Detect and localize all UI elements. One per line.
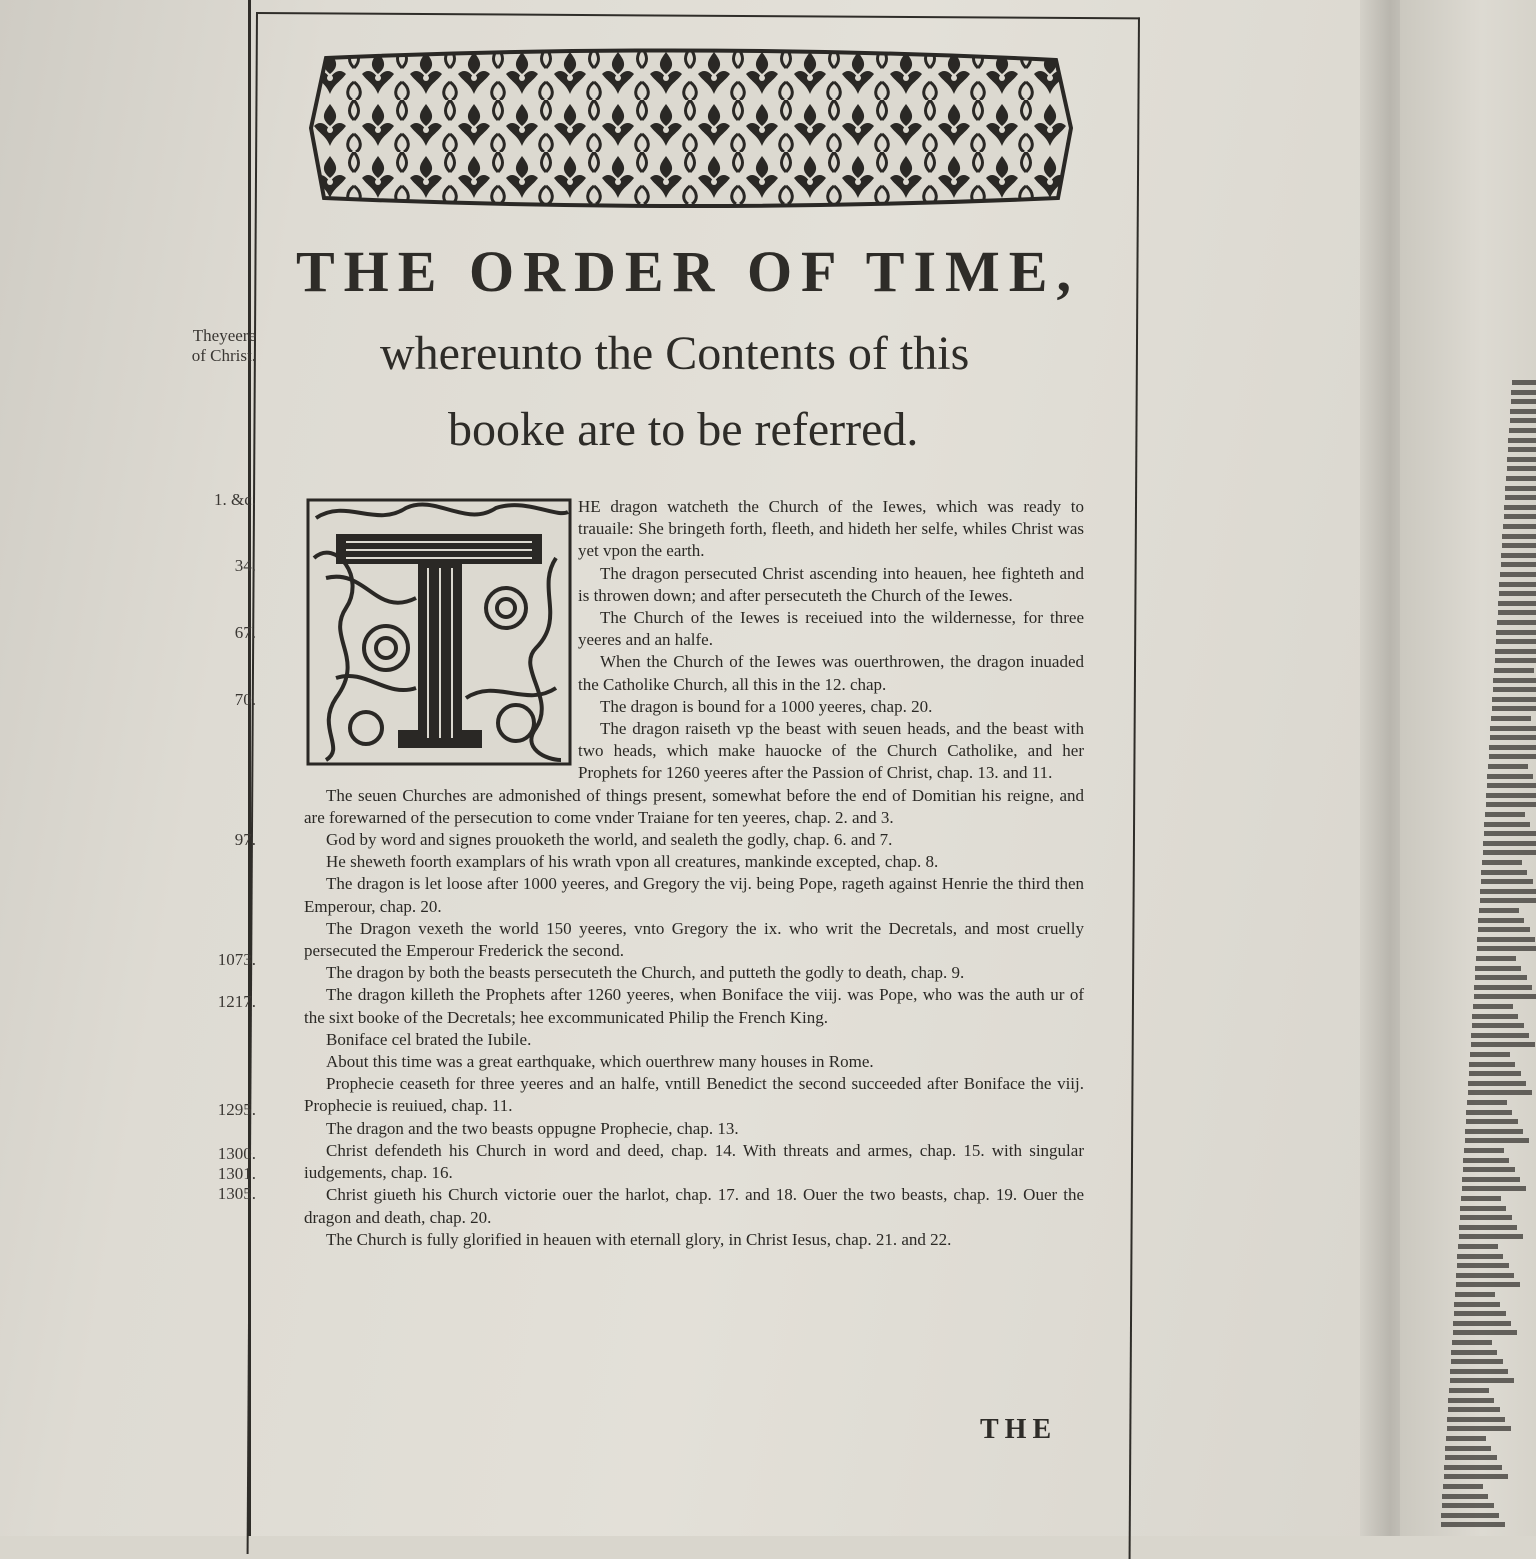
facing-page-text-line	[1460, 1206, 1506, 1211]
paragraph: God by word and signes prouoketh the world, and sealeth the godly, chap. 6. and 7.	[326, 830, 893, 850]
facing-page-text-line	[1505, 495, 1536, 500]
facing-page-text-line	[1478, 918, 1524, 923]
facing-page-text-line	[1511, 399, 1536, 404]
facing-page-text-line	[1483, 850, 1536, 855]
facing-page-text-line	[1500, 572, 1536, 577]
paragraph: Christ giueth his Church victorie ouer the harlot, chap. 17. and 18. Ouer the two beasts, chap. 19. Ouer the dragon and death, chap. 20.	[304, 1185, 1084, 1227]
facing-page-text-line	[1472, 1014, 1518, 1019]
facing-page-text-line	[1456, 1282, 1520, 1287]
facing-page-text-line	[1497, 620, 1536, 625]
margin-year: 34.	[234, 556, 256, 575]
paragraph: Christ defendeth his Church in word and deed, chap. 14. With threats and armes, chap. 15. with singular iudgements, chap. 16.	[304, 1140, 1084, 1183]
facing-page-text-line	[1468, 1090, 1532, 1095]
facing-page-text-line	[1462, 1186, 1526, 1191]
facing-page-text-line	[1445, 1446, 1491, 1451]
facing-page-text-line	[1487, 774, 1533, 779]
facing-page-text-line	[1459, 1234, 1523, 1239]
facing-page-text-line	[1480, 889, 1536, 894]
facing-page-text-line	[1477, 946, 1536, 951]
page-title: THE ORDER OF TIME,	[296, 239, 1080, 304]
facing-page-text-line	[1460, 1215, 1512, 1220]
paragraph: When the Church of the Iewes was ouerthrowen, the dragon inuaded the Catholike Church, all this in the 12. chap.	[578, 652, 1084, 694]
paragraph: Boniface cel brated the Iubile.	[326, 1029, 532, 1049]
facing-page-text-line	[1474, 985, 1532, 990]
facing-page-text-line	[1492, 706, 1536, 711]
facing-page-text-line	[1469, 1071, 1521, 1076]
margin-year: 1. &c.	[213, 490, 256, 509]
facing-page-text-line	[1499, 582, 1536, 587]
paragraph: The dragon by both the beasts persecuteth the Church, and putteth the godly to death, chap. 9.	[326, 963, 965, 983]
margin-year: 1305.	[217, 1184, 256, 1203]
facing-page-text-line	[1480, 898, 1536, 903]
facing-page-text-line	[1495, 658, 1536, 663]
facing-page-text-line	[1471, 1042, 1535, 1047]
facing-page-text-line	[1473, 1004, 1513, 1009]
facing-page-text-line	[1444, 1465, 1502, 1470]
facing-page-text-line	[1507, 466, 1536, 471]
facing-page-text-line	[1450, 1369, 1508, 1374]
facing-page-text-line	[1448, 1407, 1500, 1412]
facing-page-text-line	[1466, 1110, 1512, 1115]
facing-page-text-line	[1489, 745, 1536, 750]
facing-page-text-line	[1511, 390, 1536, 395]
facing-page-text-line	[1475, 966, 1521, 971]
facing-page-text-line	[1451, 1359, 1503, 1364]
facing-page-text-line	[1485, 812, 1525, 817]
paragraph: The dragon killeth the Prophets after 1260 yeeres, when Boniface the viij. was Pope, who was the auth ur of the sixt booke of the Decretals; hee excommunicated Philip the French King.	[304, 985, 1084, 1027]
facing-page-text-line	[1502, 543, 1536, 548]
facing-page-text-line	[1452, 1340, 1492, 1345]
margin-year: 67.	[234, 623, 256, 642]
facing-page-text-line	[1502, 534, 1536, 539]
facing-page-text-line	[1508, 438, 1536, 443]
facing-page-text-line	[1442, 1503, 1494, 1508]
paragraph: The Church is fully glorified in heauen with eternall glory, in Christ Iesus, chap. 21. and 22.	[326, 1229, 952, 1249]
facing-page-text-line	[1463, 1167, 1515, 1172]
facing-page-text-line	[1486, 793, 1536, 798]
facing-page-text-line	[1495, 649, 1536, 654]
facing-page-text-line	[1475, 975, 1527, 980]
facing-page-text-line	[1457, 1263, 1509, 1268]
facing-page-text-line	[1493, 678, 1536, 683]
facing-page-text-line	[1506, 476, 1536, 481]
facing-page-text-line	[1453, 1330, 1517, 1335]
facing-page-text-line	[1479, 908, 1519, 913]
facing-page-text-line	[1484, 822, 1530, 827]
subtitle-line-2: booke are to be referred.	[448, 403, 919, 456]
facing-page-text-line	[1501, 553, 1536, 558]
margin-year: 97.	[234, 830, 256, 849]
facing-page-text-line	[1476, 956, 1516, 961]
facing-page-text-line	[1453, 1321, 1511, 1326]
facing-page-text-line	[1448, 1398, 1494, 1403]
facing-page-text-line	[1496, 639, 1536, 644]
contents-body	[304, 496, 1084, 1251]
facing-page-text-line	[1490, 735, 1536, 740]
facing-page-text-line	[1488, 764, 1528, 769]
facing-page-text-line	[1477, 937, 1535, 942]
margin-year: 1295.	[217, 1100, 256, 1119]
facing-page-text-line	[1454, 1302, 1500, 1307]
facing-page-text-line	[1444, 1474, 1508, 1479]
margin-year: 1301.	[217, 1164, 256, 1183]
facing-page-text-line	[1496, 630, 1536, 635]
paragraph: The dragon is let loose after 1000 yeeres, and Gregory the vij. being Pope, rageth against Henrie the third then Emperour, chap. 20.	[304, 874, 1084, 916]
facing-page-text-line	[1461, 1196, 1501, 1201]
facing-page-text-line	[1499, 591, 1536, 596]
paragraph: The dragon persecuted Christ ascending into heauen, hee fighteth and is throwen down; and after persecuteth the Church of the Iewes.	[578, 563, 1084, 605]
paragraph: The Dragon vexeth the world 150 yeeres, vnto Gregory the ix. who writ the Decretals, and most cruelly persecuted the Emperour Frederick the second.	[304, 918, 1084, 961]
facing-page-text-line	[1505, 486, 1536, 491]
margin-heading: Theyeere of Christ.	[191, 326, 256, 365]
facing-page-text-line	[1498, 610, 1536, 615]
facing-page-text-line	[1482, 860, 1522, 865]
paragraph: The dragon is bound for a 1000 yeeres, chap. 20.	[600, 696, 933, 716]
facing-page-text-line	[1445, 1455, 1497, 1460]
paragraph: The dragon raiseth vp the beast with seuen heads, and the beast with two heads, which make hauocke of the Church Catholike, and her Prophets for 1260 yeeres after the Passion of Christ, chap. 13. and 11.	[578, 719, 1084, 783]
facing-page-text-line	[1451, 1350, 1497, 1355]
facing-page-text-line	[1458, 1244, 1498, 1249]
facing-page-text-line	[1446, 1436, 1486, 1441]
facing-page-text-line	[1456, 1273, 1514, 1278]
facing-page-text-line	[1470, 1052, 1510, 1057]
facing-page-text-line	[1483, 841, 1536, 846]
paragraph: HE dragon watcheth the Church of the Iewes, which was ready to trauaile: She bringeth forth, fleeth, and hideth her selfe, whiles Christ was yet vpon the earth.	[578, 497, 1084, 561]
facing-page-text-line	[1454, 1311, 1506, 1316]
facing-page-text-line	[1467, 1100, 1507, 1105]
ornamental-headpiece	[306, 48, 1076, 208]
facing-page-text-line	[1504, 505, 1536, 510]
facing-page-text-line	[1459, 1225, 1517, 1230]
margin-year: 1300.	[217, 1144, 256, 1163]
paragraph: Prophecie ceaseth for three yeeres and an halfe, vntill Benedict the second succeeded after Boniface the viij. Prophecie is reuiued, chap. 11.	[304, 1074, 1084, 1116]
facing-page-text-line	[1504, 514, 1536, 519]
facing-page-text-line	[1465, 1129, 1523, 1134]
facing-page-text-line	[1441, 1513, 1499, 1518]
margin-year: 1217.	[217, 992, 256, 1011]
facing-page-text-line	[1484, 831, 1536, 836]
facing-page-text-line	[1493, 687, 1536, 692]
facing-page-text-line	[1503, 524, 1536, 529]
margin-year: 1073.	[217, 950, 256, 969]
facing-page-text-line	[1491, 716, 1531, 721]
facing-page-text-line	[1441, 1522, 1505, 1527]
facing-page-text-line	[1510, 418, 1536, 423]
facing-page-text-line	[1510, 409, 1536, 414]
drop-cap-spacer	[304, 496, 578, 764]
facing-page-text-line	[1462, 1177, 1520, 1182]
paragraph: He sheweth foorth examplars of his wrath vpon all creatures, mankinde excepted, chap. 8.	[326, 852, 939, 872]
facing-page-text-line	[1443, 1484, 1483, 1489]
facing-page-text-line	[1487, 783, 1536, 788]
facing-page-text-line	[1447, 1417, 1505, 1422]
facing-page-text-line	[1478, 927, 1530, 932]
facing-page-text-line	[1465, 1138, 1529, 1143]
facing-page-text-line	[1481, 879, 1533, 884]
facing-page-text-line	[1466, 1119, 1518, 1124]
facing-page-text-line	[1463, 1158, 1509, 1163]
facing-page-text-line	[1471, 1033, 1529, 1038]
facing-page-text-line	[1474, 994, 1536, 999]
facing-page-text-line	[1447, 1426, 1511, 1431]
facing-page-text-line	[1455, 1292, 1495, 1297]
catchword: THE	[980, 1414, 1058, 1445]
facing-page-text-line	[1512, 380, 1536, 385]
facing-page-text-line	[1464, 1148, 1504, 1153]
facing-page-text-line	[1489, 754, 1536, 759]
facing-page-text-line	[1492, 697, 1536, 702]
margin-year: 70.	[234, 690, 256, 709]
facing-page-text-line	[1508, 447, 1536, 452]
subtitle-line-1: whereunto the Contents of this	[380, 327, 970, 380]
facing-page-text-line	[1507, 457, 1536, 462]
facing-page-text-line	[1498, 601, 1536, 606]
facing-page-text-line	[1472, 1023, 1524, 1028]
facing-page-text-line	[1468, 1081, 1526, 1086]
paragraph: The dragon and the two beasts oppugne Prophecie, chap. 13.	[326, 1118, 739, 1138]
paragraph: The Church of the Iewes is receiued into the wildernesse, for three yeeres and an halfe.	[578, 608, 1084, 650]
facing-page-text-line	[1490, 726, 1536, 731]
facing-page-text-line	[1457, 1254, 1503, 1259]
facing-page-text-line	[1449, 1388, 1489, 1393]
facing-page-text-line	[1481, 870, 1527, 875]
paragraph: About this time was a great earthquake, which ouerthrew many houses in Rome.	[326, 1052, 874, 1072]
facing-page-text-line	[1442, 1494, 1488, 1499]
facing-page-text-line	[1469, 1062, 1515, 1067]
facing-page-text-line	[1509, 428, 1536, 433]
paragraph: The seuen Churches are admonished of things present, somewhat before the end of Domitian his reigne, and are forewarned of the persecution to come vnder Traiane for ten yeeres, chap. 2. and 3.	[304, 785, 1084, 827]
facing-page-text-line	[1450, 1378, 1514, 1383]
facing-page-text-line	[1494, 668, 1534, 673]
right-page-edge	[1400, 0, 1536, 1536]
facing-page-text-line	[1486, 802, 1536, 807]
facing-page-text-line	[1501, 562, 1536, 567]
